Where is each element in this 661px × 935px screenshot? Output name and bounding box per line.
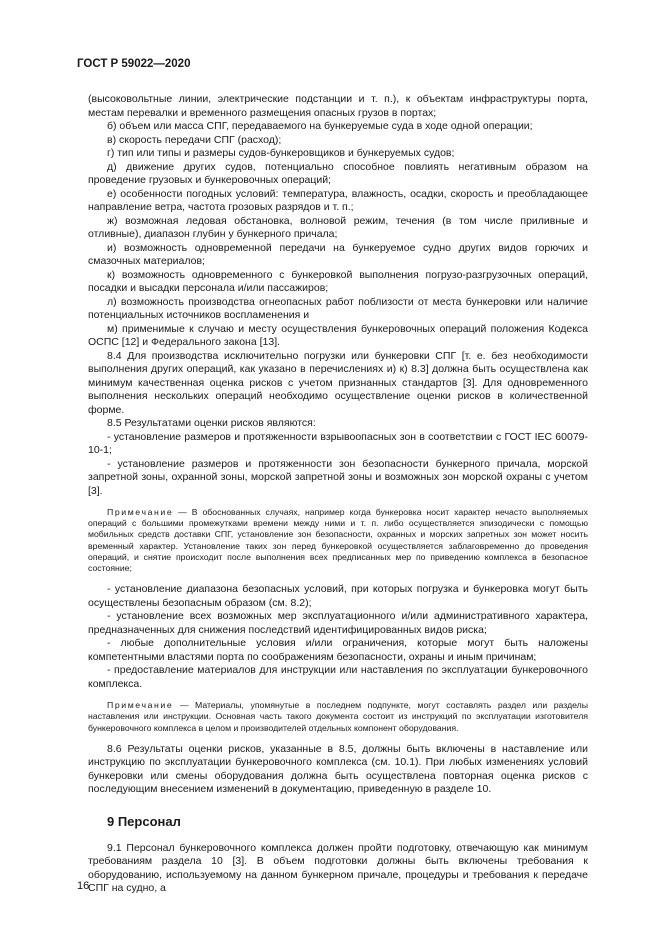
result-item-safety-zones: - установление размеров и протяженности зон безопасности бункерного причала, морской запретной зоны, охранной зоны, морской запретной зоны и возможных зон морской охраны с учетом [3]. bbox=[88, 457, 588, 497]
clause-8-4: 8.4 Для производства исключительно погрузки или бункеровки СПГ [т. е. без необходимости выполнения других операций, как указано в перечислениях и) к) 8.3] должна быть осуществлена как минимум качественная оценка рисков с учетом признанных стандартов [3]. Для одновременного выполнения нескольких операций необходимо осуществление оценки рисков в количественной форме. bbox=[88, 349, 588, 416]
result-item-restrictions: - любые дополнительные условия и/или ограничения, которые могут быть наложены компетентными властями порта по соображениям безопасности, охраны и иным причинам; bbox=[88, 637, 588, 663]
list-item-v: в) скорость передачи СПГ (расход); bbox=[107, 133, 282, 146]
clause-9-1: 9.1 Персонал бункеровочного комплекса должен пройти подготовку, отвечающую как минимум требованиям раздела 10 [3]. В объем подготовки должны быть включены требования к оборудованию, используемому на данном бункерном причале, процедуры и требования к передаче СПГ на судно, а bbox=[88, 841, 588, 895]
list-item-b: б) объем или масса СПГ, передаваемого на бункеруемые суда в ходе одной операции; bbox=[107, 120, 533, 132]
list-item-g: г) тип или типы и размеры судов-бункеровщиков и бункеруемых судов; bbox=[107, 147, 455, 159]
list-item-i: и) возможность одновременной передачи на бункеруемое судно других видов горючих и смазочных материалов; bbox=[88, 241, 588, 267]
note-1-text: — В обоснованных случаях, например когда бункеровка носит характер нечасто выполняемых операций с большими промежутками времени между ними и т. п. либо осуществляется эпизодически с помощью мобильных средств доставки СПГ, установление зон безопасности, охранных и морских запретных зон может носить временный характер. Установление таких зон перед бункеровкой осуществляется заблаговременно до проведения операций, и снятие происходит после выполнения всех предписанных мер по приведению комплекса в безопасное состояние; bbox=[88, 507, 588, 574]
list-item-d: д) движение других судов, потенциально способное повлиять негативным образом на проведение грузовых и бункеровочных операций; bbox=[88, 160, 588, 186]
list-item-e: е) особенности погодных условий: температура, влажность, осадки, скорость и преобладающее направление ветра, частота грозовых разрядов и т. п.; bbox=[88, 187, 588, 213]
section-9-heading: 9 Персонал bbox=[107, 813, 181, 829]
clause-8-5: 8.5 Результатами оценки рисков являются: bbox=[107, 417, 316, 429]
list-item-zh: ж) возможная ледовая обстановка, волновой режим, течения (в том числе приливные и отливные), диапазон глубин у бункерного причала; bbox=[88, 214, 588, 240]
page-number: 16 bbox=[77, 880, 90, 892]
list-item-k: к) возможность одновременного с бункеровкой выполнения погрузо-разгрузочных операций, посадки и высадки персонала и/или пассажиров; bbox=[88, 268, 588, 294]
note-2-label: Примечание bbox=[107, 700, 174, 711]
document-code-header: ГОСТ Р 59022—2020 bbox=[77, 58, 191, 70]
note-1-label: Примечание bbox=[107, 507, 174, 517]
note-2 bbox=[88, 700, 588, 734]
list-item-m: м) применимые к случаю и месту осуществления бункеровочных операций положения Кодекса ОСПС [12] и Федерального закона [13]. bbox=[88, 322, 588, 348]
clause-8-6: 8.6 Результаты оценки рисков, указанные в 8.5, должны быть включены в наставление или инструкцию по эксплуатации бункеровочного комплекса (см. 10.1). При любых изменениях условий бункеровки или смены оборудования должна быть осуществлена повторная оценка рисков с последующим внесением изменений в документацию, приведенную в разделе 10. bbox=[88, 742, 588, 796]
paragraph-continuation: (высоковольтные линии, электрические подстанции и т. п.), к объектам инфраструктуры порта, местам перевалки и временного размещения опасных грузов в портах; bbox=[88, 93, 588, 119]
result-item-explosive-zones: - установление размеров и протяженности взрывоопасных зон в соответствии с ГОСТ IEC 60079-10-1; bbox=[88, 430, 588, 456]
result-item-measures: - установление всех возможных мер эксплуатационного и/или административного характера, предназначенных для снижения последствий идентифицированных видов риска; bbox=[88, 610, 588, 636]
page-content bbox=[88, 93, 588, 896]
result-item-instructions: - предоставление материалов для инструкции или наставления по эксплуатации бункеровочного комплекса. bbox=[88, 664, 588, 690]
note-2-text: — Материалы, упомянутые в последнем подпункте, могут составлять раздел или разделы наставления или инструкции. Основная часть такого документа состоит из инструкций по эксплуатации изготовителя бункеровочного комплекса в целом и производителей отдельных компонент оборудования. bbox=[88, 700, 588, 733]
list-item-l: л) возможность производства огнеопасных работ поблизости от места бункеровки или наличие потенциальных источников воспламенения и bbox=[88, 295, 588, 321]
result-item-safe-conditions: - установление диапазона безопасных условий, при которых погрузка и бункеровка могут быть осуществлены безопасным образом (см. 8.2); bbox=[88, 583, 588, 609]
note-1 bbox=[88, 507, 588, 574]
